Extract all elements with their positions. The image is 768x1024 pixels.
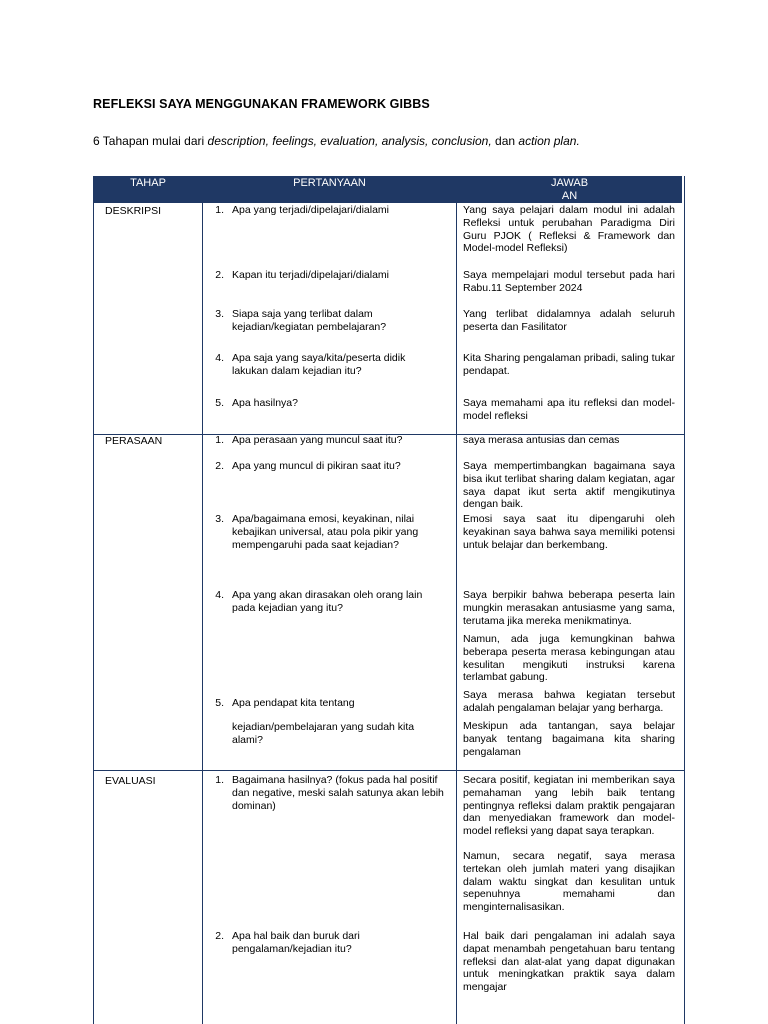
answer-text: Hal baik dari pengalaman ini adalah saya dapat menambah pengetahuan baru tentang refleksi dan alat-alat yang dapat digunakan untuk meningkatkan praktik saya dalam mengajar [463, 930, 675, 994]
answer-text: Emosi saya saat itu dipengaruhi oleh keyakinan saya bahwa saya memiliki potensi untuk belajar dan berkembang. [463, 513, 675, 551]
intro-last: action plan. [518, 134, 580, 148]
answer-text: Saya mempertimbangkan bagaimana saya bisa ikut terlibat sharing dalam kegiatan, agar saya dapat ikut serta aktif mengikutinya dengan baik. [463, 460, 675, 511]
intro-paragraph [93, 134, 580, 148]
intro-stages: description, feelings, evaluation, analysis, conclusion, [207, 134, 492, 148]
question-text: Apa perasaan yang muncul saat itu? [232, 434, 403, 446]
answer-text: Yang terlibat didalamnya adalah seluruh peserta dan Fasilitator [463, 308, 675, 333]
answer-text: Meskipun ada tantangan, saya belajar banyak tentang bagaimana kita sharing pengalaman [463, 720, 675, 758]
question-number: 2. [215, 269, 224, 281]
answer-text: saya merasa antusias dan cemas [463, 434, 620, 446]
question-text: Apa hasilnya? [232, 397, 298, 409]
stage-deskripsi: DESKRIPSI [105, 205, 162, 217]
answer-text: Namun, ada juga kemungkinan bahwa beberapa peserta merasa kebingungan atau kesulitan mengikuti instruksi karena terlambat gabung. [463, 633, 675, 684]
answer-text: Secara positif, kegiatan ini memberikan saya pemahaman yang lebih baik tentang pentingnya refleksi dalam praktik pengajaran dan menyediakan framework dan model-model refleksi yang dapat saya terapkan. [463, 774, 675, 838]
question-text: Siapa saja yang terlibat dalam kejadian/kegiatan pembelajaran? [232, 308, 387, 333]
document-title: REFLEKSI SAYA MENGGUNAKAN FRAMEWORK GIBBS [93, 97, 430, 111]
question-text: Apa yang akan dirasakan oleh orang lain pada kejadian yang itu? [232, 589, 423, 614]
question-number: 1. [215, 774, 224, 786]
question-number: 3. [215, 513, 224, 525]
question-number: 4. [215, 589, 224, 601]
header-cell-jawaban [457, 176, 682, 203]
answer-text: Namun, secara negatif, saya merasa tertekan oleh jumlah materi yang disajikan dalam waktu singkat dan kesulitan untuk sepenuhnya memahami dan menginternalisasikan. [463, 850, 675, 914]
question-number: 5. [215, 397, 224, 409]
row-divider [94, 770, 684, 771]
question-text: kejadian/pembelajaran yang sudah kita alami? [232, 721, 415, 746]
question-text: Apa yang muncul di pikiran saat itu? [232, 460, 401, 472]
question-number: 4. [215, 352, 224, 364]
question-text: Bagaimana hasilnya? (fokus pada hal positif dan negative, meski salah satunya akan lebih dominan) [232, 774, 444, 812]
answer-text: Saya berpikir bahwa beberapa peserta lain mungkin merasakan antusiasme yang sama, terutama jika mereka menikmatinya. [463, 589, 675, 627]
header-cell-tahap [94, 176, 202, 203]
question-number: 5. [215, 697, 224, 709]
intro-prefix: 6 Tahapan mulai dari [93, 134, 208, 148]
question-text: Apa hal baik dan buruk dari pengalaman/kejadian itu? [232, 930, 360, 955]
column-divider [202, 176, 203, 1024]
question-number: 1. [215, 204, 224, 216]
column-divider [456, 176, 457, 1024]
question-text: Apa saja yang saya/kita/peserta didik lakukan dalam kejadian itu? [232, 352, 406, 377]
header-jawaban-1: JAWAB [550, 177, 589, 189]
question-number: 2. [215, 930, 224, 942]
answer-text: Saya mempelajari modul tersebut pada hari Rabu.11 September 2024 [463, 269, 675, 294]
header-pertanyaan: PERTANYAAN [293, 177, 366, 189]
stage-perasaan: PERASAAN [105, 435, 163, 447]
answer-text: Yang saya pelajari dalam modul ini adalah Refleksi untuk perubahan Paradigma Diri Guru PJOK ( Refleksi & Framework dan Model-model Refleksi) [463, 204, 675, 255]
answer-text: Saya merasa bahwa kegiatan tersebut adalah pengalaman belajar yang berharga. [463, 689, 675, 714]
question-text: Apa/bagaimana emosi, keyakinan, nilai kebajikan universal, atau pola pikir yang mempengaruhi pada saat kejadian? [232, 513, 419, 551]
question-number: 2. [215, 460, 224, 472]
answer-text: Kita Sharing pengalaman pribadi, saling tukar pendapat. [463, 352, 675, 377]
question-text: Kapan itu terjadi/dipelajari/dialami [232, 269, 390, 281]
answer-text: Saya memahami apa itu refleksi dan model-model refleksi [463, 397, 675, 422]
intro-middle: dan [491, 134, 519, 148]
question-number: 1. [215, 434, 224, 446]
stage-evaluasi: EVALUASI [105, 775, 156, 787]
question-text: Apa yang terjadi/dipelajari/dialami [232, 204, 390, 216]
header-cell-pertanyaan [203, 176, 456, 203]
header-jawaban-2: AN [561, 190, 578, 202]
header-tahap: TAHAP [130, 177, 166, 189]
question-number: 3. [215, 308, 224, 320]
gibbs-reflection-table [93, 176, 685, 1024]
question-text: Apa pendapat kita tentang [232, 697, 355, 709]
